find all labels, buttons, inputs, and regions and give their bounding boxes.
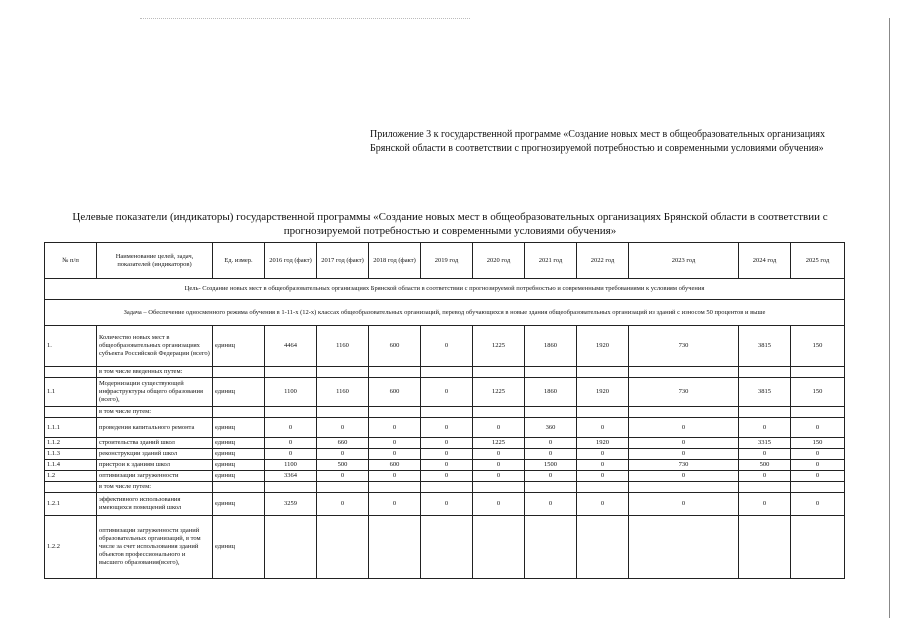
row-value: 0 (525, 449, 577, 460)
row-value: 0 (739, 471, 791, 482)
row-value: 0 (369, 449, 421, 460)
row-value: 0 (791, 471, 845, 482)
header-name: Наименование целей, задач, показателей (индикаторов) (97, 243, 213, 279)
row-indicator-name: Количество новых мест в общеобразовательных организациях субъекта Российской Федерации (всего) (97, 326, 213, 367)
row-value (577, 516, 629, 579)
row-value: 3315 (739, 438, 791, 449)
row-value (473, 367, 525, 378)
row-value: 150 (791, 378, 845, 407)
row-value: 1225 (473, 378, 525, 407)
table-body (45, 326, 845, 579)
row-unit: единиц (213, 471, 265, 482)
row-value: 730 (629, 460, 739, 471)
row-value: 150 (791, 326, 845, 367)
row-number (45, 407, 97, 418)
row-value: 0 (317, 449, 369, 460)
row-indicator-name: в том числе путем: (97, 482, 213, 493)
row-indicator-name: эффективного использования имеющихся помещений школ (97, 493, 213, 516)
row-value (739, 407, 791, 418)
table-row (45, 367, 845, 378)
row-value: 0 (369, 493, 421, 516)
row-number: 1.1.3 (45, 449, 97, 460)
row-value: 1225 (473, 438, 525, 449)
row-value: 0 (421, 326, 473, 367)
row-number: 1.2.1 (45, 493, 97, 516)
row-value: 0 (265, 438, 317, 449)
row-value (525, 482, 577, 493)
header-2020: 2020 год (473, 243, 525, 279)
header-2024: 2024 год (739, 243, 791, 279)
row-value: 600 (369, 326, 421, 367)
row-value: 1920 (577, 378, 629, 407)
row-value: 3815 (739, 326, 791, 367)
row-value (369, 516, 421, 579)
row-value: 0 (317, 418, 369, 438)
row-value: 0 (577, 418, 629, 438)
row-value: 730 (629, 378, 739, 407)
row-value: 1160 (317, 378, 369, 407)
header-2018: 2018 год (факт) (369, 243, 421, 279)
row-value (791, 482, 845, 493)
row-number: 1.1 (45, 378, 97, 407)
row-number: 1.1.2 (45, 438, 97, 449)
row-value (739, 516, 791, 579)
row-value: 360 (525, 418, 577, 438)
row-value: 0 (577, 460, 629, 471)
row-number: 1.1.1 (45, 418, 97, 438)
task-row (45, 300, 845, 326)
row-value: 500 (317, 460, 369, 471)
row-value (473, 516, 525, 579)
row-value: 0 (369, 438, 421, 449)
table-row (45, 482, 845, 493)
row-value (421, 367, 473, 378)
row-indicator-name: строительства зданий школ (97, 438, 213, 449)
row-value: 0 (791, 460, 845, 471)
table-row (45, 418, 845, 438)
row-unit: единиц (213, 418, 265, 438)
row-value (369, 407, 421, 418)
row-value (629, 516, 739, 579)
row-value: 600 (369, 378, 421, 407)
row-value: 0 (791, 418, 845, 438)
row-value: 1860 (525, 326, 577, 367)
row-value: 0 (473, 493, 525, 516)
row-value (577, 482, 629, 493)
row-value: 0 (473, 418, 525, 438)
row-value (739, 367, 791, 378)
row-unit (213, 407, 265, 418)
row-value: 3259 (265, 493, 317, 516)
row-value: 0 (473, 449, 525, 460)
row-value: 0 (791, 493, 845, 516)
row-value: 0 (577, 449, 629, 460)
row-number: 1.2.2 (45, 516, 97, 579)
row-value: 0 (265, 449, 317, 460)
header-2025: 2025 год (791, 243, 845, 279)
scan-artifact (140, 18, 470, 21)
header-unit: Ед. измер. (213, 243, 265, 279)
row-value: 0 (421, 449, 473, 460)
row-value: 0 (629, 471, 739, 482)
row-value (629, 482, 739, 493)
row-value: 0 (525, 493, 577, 516)
row-unit: единиц (213, 438, 265, 449)
row-value: 0 (629, 493, 739, 516)
row-value: 0 (421, 378, 473, 407)
header-2022: 2022 год (577, 243, 629, 279)
header-2019: 2019 год (421, 243, 473, 279)
header-2023: 2023 год (629, 243, 739, 279)
row-value: 0 (629, 418, 739, 438)
row-number: 1.2 (45, 471, 97, 482)
row-indicator-name: Модернизации существующей инфраструктуры общего образования (всего), (97, 378, 213, 407)
row-value: 0 (421, 460, 473, 471)
row-value (369, 482, 421, 493)
row-number: 1.1.4 (45, 460, 97, 471)
appendix-note: Приложение 3 к государственной программе «Создание новых мест в общеобразовательных организациях Брянской области в соответствии с прогнозируемой потребностью и современными условиями обучения» (370, 129, 826, 154)
row-value: 0 (317, 493, 369, 516)
row-value (421, 407, 473, 418)
row-value: 730 (629, 326, 739, 367)
row-value (265, 516, 317, 579)
row-value: 0 (421, 438, 473, 449)
row-value (317, 407, 369, 418)
row-unit: единиц (213, 378, 265, 407)
table-row (45, 471, 845, 482)
row-value: 0 (421, 471, 473, 482)
row-unit: единиц (213, 449, 265, 460)
row-unit: единиц (213, 516, 265, 579)
row-indicator-name: проведения капитального ремонта (97, 418, 213, 438)
row-unit: единиц (213, 326, 265, 367)
row-value: 0 (421, 493, 473, 516)
row-value: 3815 (739, 378, 791, 407)
row-value: 1500 (525, 460, 577, 471)
header-num: № п/п (45, 243, 97, 279)
row-value: 0 (739, 418, 791, 438)
row-value: 0 (369, 471, 421, 482)
row-value (317, 367, 369, 378)
task-text: Задача – Обеспечение односменного режима обучения в 1-11-х (12-х) классах общеобразовательных организаций, перевод обучающихся в новые здания общеобразовательных организаций из зданий с износом 50 процентов и выше (45, 300, 845, 326)
row-value: 1225 (473, 326, 525, 367)
scan-edge-line (889, 18, 890, 618)
row-indicator-name: оптимизации загруженности (97, 471, 213, 482)
row-value: 500 (739, 460, 791, 471)
row-value: 1160 (317, 326, 369, 367)
row-value (369, 367, 421, 378)
row-indicator-name: пристрои к зданиям школ (97, 460, 213, 471)
row-value: 0 (317, 471, 369, 482)
table-row (45, 493, 845, 516)
row-value: 0 (421, 418, 473, 438)
table-row (45, 449, 845, 460)
row-indicator-name: реконструкции зданий школ (97, 449, 213, 460)
row-value: 0 (265, 418, 317, 438)
row-value: 0 (739, 493, 791, 516)
row-value (525, 367, 577, 378)
row-value: 1920 (577, 326, 629, 367)
row-value: 0 (369, 418, 421, 438)
row-value (629, 407, 739, 418)
row-value: 150 (791, 438, 845, 449)
row-number (45, 367, 97, 378)
row-value (791, 367, 845, 378)
row-value: 4464 (265, 326, 317, 367)
row-value (577, 407, 629, 418)
row-value: 0 (739, 449, 791, 460)
row-value: 0 (473, 460, 525, 471)
row-value (473, 482, 525, 493)
table-row (45, 438, 845, 449)
table-row (45, 516, 845, 579)
row-indicator-name: оптимизации загруженности зданий образовательных организаций, в том числе за счет использования зданий объектов профессионального и высшего образования(всего), (97, 516, 213, 579)
table-row (45, 378, 845, 407)
row-value: 1920 (577, 438, 629, 449)
row-value (317, 482, 369, 493)
row-value (525, 407, 577, 418)
row-indicator-name: в том числе введенных путем: (97, 367, 213, 378)
row-value: 0 (629, 449, 739, 460)
row-value (577, 367, 629, 378)
row-value: 660 (317, 438, 369, 449)
row-value: 1100 (265, 460, 317, 471)
row-value: 0 (525, 471, 577, 482)
row-value (791, 516, 845, 579)
row-value: 0 (577, 493, 629, 516)
goal-row (45, 279, 845, 300)
row-indicator-name: в том числе путем: (97, 407, 213, 418)
goal-text: Цель- Создание новых мест в общеобразовательных организациях Брянской области в соответствии с прогнозируемой потребностью и современными требованиями к условиям обучения (45, 279, 845, 300)
row-value: 600 (369, 460, 421, 471)
row-value (421, 482, 473, 493)
row-value (791, 407, 845, 418)
table-row (45, 326, 845, 367)
row-value: 0 (525, 438, 577, 449)
row-value: 3364 (265, 471, 317, 482)
row-value (739, 482, 791, 493)
header-2021: 2021 год (525, 243, 577, 279)
row-value (317, 516, 369, 579)
row-unit (213, 367, 265, 378)
row-value: 0 (791, 449, 845, 460)
row-value: 0 (577, 471, 629, 482)
header-2017: 2017 год (факт) (317, 243, 369, 279)
row-value (265, 367, 317, 378)
row-value: 0 (473, 471, 525, 482)
indicators-table (44, 242, 845, 579)
row-value (473, 407, 525, 418)
row-value (265, 482, 317, 493)
row-value: 1860 (525, 378, 577, 407)
row-value (265, 407, 317, 418)
row-number: 1. (45, 326, 97, 367)
header-row (45, 243, 845, 279)
row-value (525, 516, 577, 579)
row-unit: единиц (213, 493, 265, 516)
row-value: 1100 (265, 378, 317, 407)
row-unit (213, 482, 265, 493)
header-2016: 2016 год (факт) (265, 243, 317, 279)
row-value (421, 516, 473, 579)
row-number (45, 482, 97, 493)
table-row (45, 460, 845, 471)
table-title: Целевые показатели (индикаторы) государственной программы «Создание новых мест в общеобразовательных организациях Брянской области в соответствии с прогнозируемой потребностью и современными условиями обучения» (72, 211, 828, 237)
row-value: 0 (629, 438, 739, 449)
table-row (45, 407, 845, 418)
row-value (629, 367, 739, 378)
row-unit: единиц (213, 460, 265, 471)
